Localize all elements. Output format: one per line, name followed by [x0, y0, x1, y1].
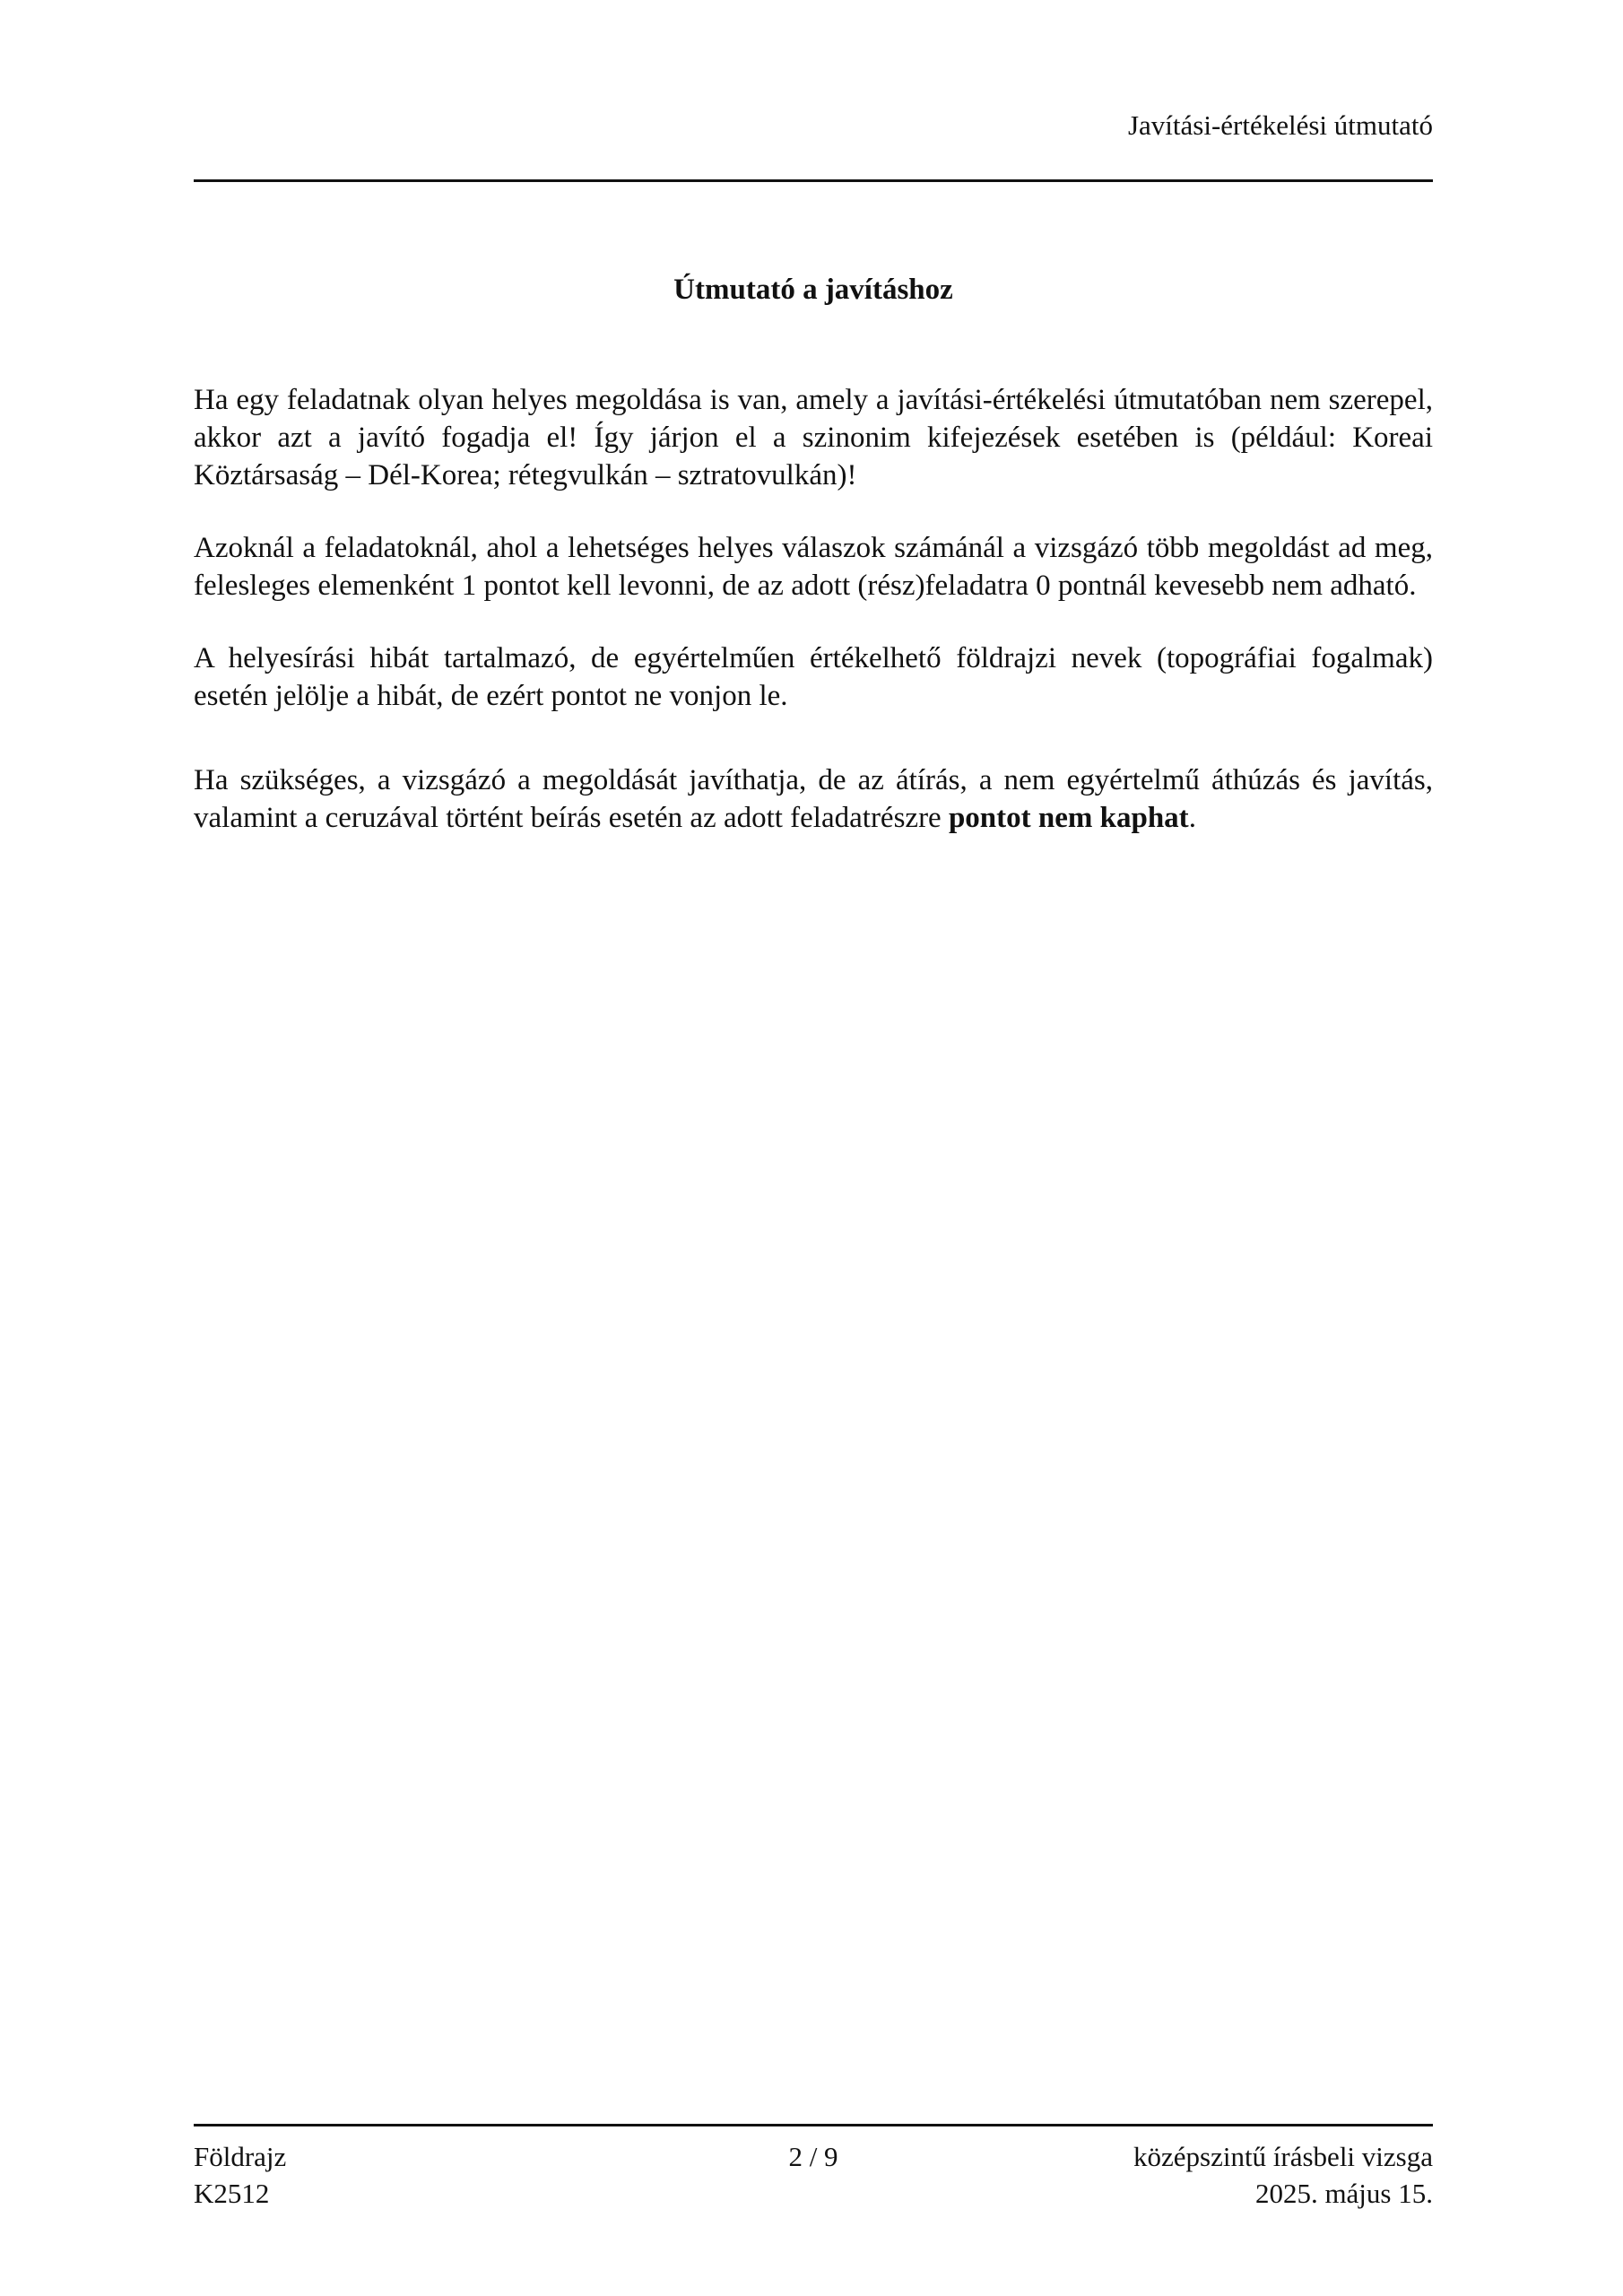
footer-right [1133, 2138, 1433, 2212]
footer-exam-level: középszintű írásbeli vizsga [1133, 2141, 1433, 2172]
footer-subject: Földrajz [194, 2141, 287, 2172]
page-title: Útmutató a javításhoz [673, 274, 953, 306]
paragraph-synonyms: Ha egy feladatnak olyan helyes megoldása is van, amely a javítási-értékelési útmutatóban nem szerepel, akkor azt a javító fogadja el! Így járjon el a szinonim kifejezések esetében is (például: Koreai Köztársaság – Dél-Korea; rétegvulkán – sztratovulkán)! [194, 384, 1433, 491]
paragraph-corrections [194, 761, 1433, 837]
footer-rule [194, 2124, 1433, 2126]
body-text [194, 381, 1433, 872]
footer-code: K2512 [194, 2178, 270, 2209]
paragraph-corrections-text: Ha szükséges, a vizsgázó a megoldását javíthatja, de az átírás, a nem egyértelmű áthúzás és javítás, valamint a ceruzával történt beírás esetén az adott feladatrészre [194, 764, 1433, 834]
paragraph-spelling: A helyesírási hibát tartalmazó, de egyértelműen értékelhető földrajzi nevek (topográfiai fogalmak) esetén jelölje a hibát, de ezért pontot ne vonjon le. [194, 642, 1433, 712]
paragraph-corrections-end: . [1188, 802, 1196, 834]
footer-date: 2025. május 15. [1254, 2178, 1433, 2209]
paragraph-extra-answers: Azoknál a feladatoknál, ahol a lehetséges helyes válaszok számánál a vizsgázó több megoldást ad meg, felesleges elemenként 1 pontot kell levonni, de az adott (rész)feladatra 0 pontnál kevesebb nem adható. [194, 532, 1433, 602]
header-rule [194, 179, 1433, 182]
paragraph-corrections-emphasis: pontot nem kaphat [948, 802, 1189, 834]
page-number: 2 / 9 [788, 2141, 838, 2172]
running-header: Javítási-értékelési útmutató [1127, 109, 1433, 141]
